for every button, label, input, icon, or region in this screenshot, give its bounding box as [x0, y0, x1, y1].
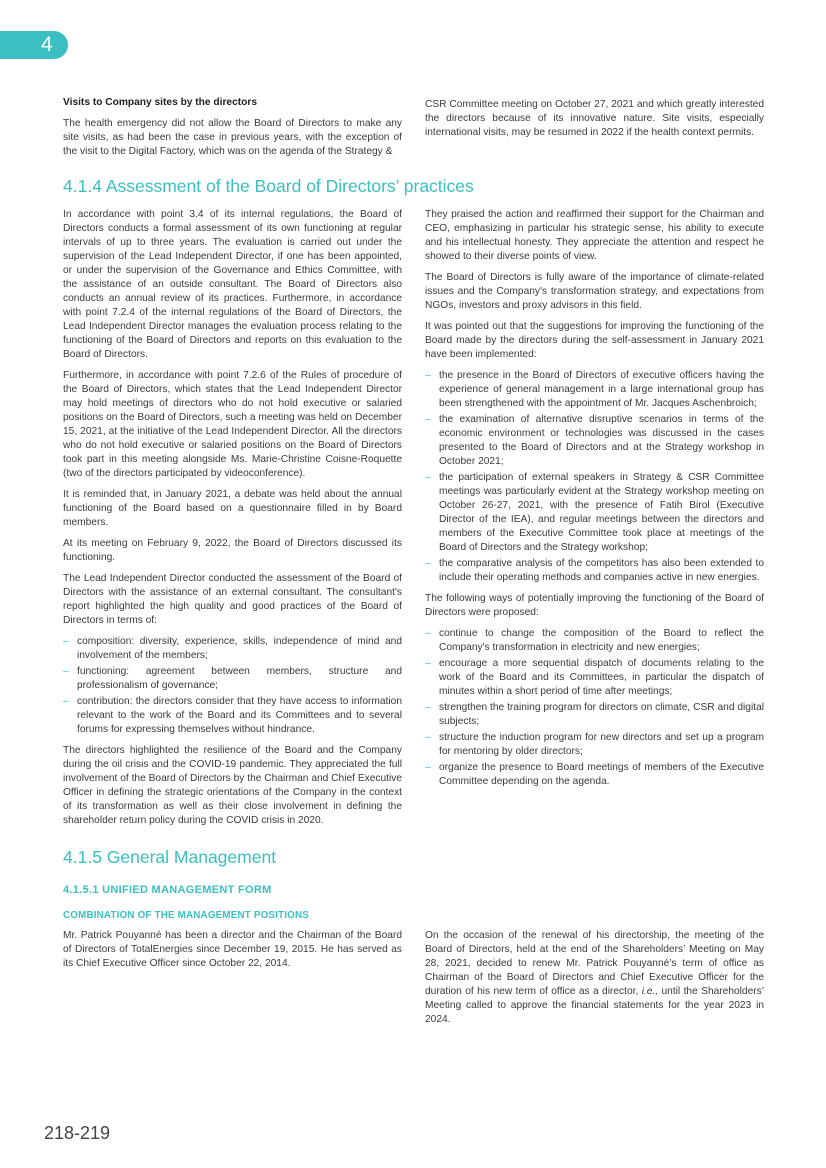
- paragraph: They praised the action and reaffirmed their support for the Chairman and CEO, emphasizing in particular his strategic sense, his ability to execute and his intellectual honesty. They appreciate the attention and respect he showed to their diverse points of view.: [425, 209, 764, 262]
- list-item: – strengthen the training program for directors on climate, CSR and digital subjects;: [425, 701, 764, 729]
- chapter-number: 4: [41, 33, 53, 56]
- list-item: – the comparative analysis of the competitors has also been extended to include their operating methods and companies active in new energies.: [425, 557, 764, 585]
- visits-right-text: CSR Committee meeting on October 27, 2021 and which greatly interested the directors because of its innovative nature. Site visits, especially international visits, may be resumed in 2022 if the health context permits.: [425, 99, 764, 138]
- paragraph: Furthermore, in accordance with point 7.2.6 of the Rules of procedure of the Board of Directors, which states that the Lead Independent Director may hold meetings of directors who do not hold executive or salaried positions on the Board of Directors, such a meeting was held on December 15, 2021, at the initiative of the Lead Independent Director. All the directors who do not hold executive or salaried positions on the Board of Directors took part in this meeting alongside Ms. Marie-Christine Coisne-Roquette (two of the directors participated by videoconference).: [63, 370, 402, 479]
- paragraph: The Lead Independent Director conducted the assessment of the Board of Directors with the assistance of an external consultant. The consultant's report highlighted the high quality and good practices of the Board of Directors in terms of:: [63, 573, 402, 626]
- subsection-title: 4.1.5.1 UNIFIED MANAGEMENT FORM: [63, 884, 272, 896]
- paragraph: [425, 929, 764, 1027]
- list-item: – continue to change the composition of the Board to reflect the Company's transformation in electricity and new energies;: [425, 627, 764, 655]
- visits-left-text: The health emergency did not allow the Board of Directors to make any site visits, as had been the case in previous years, with the exception of the visit to the Digital Factory, which was on the agenda of the Strategy &: [63, 118, 402, 157]
- management-left-column: [63, 929, 402, 978]
- strengths-list: [63, 635, 402, 737]
- section-4-1-4-title: 4.1.4 Assessment of the Board of Directors’ practices: [63, 176, 474, 196]
- list-item: – contribution: the directors consider that they have access to information relevant to the work of the Board and its Committees and to several forums for expressing themselves without hindrance.: [63, 695, 402, 737]
- text-run-italic: i.e.,: [641, 986, 659, 997]
- list-item: – organize the presence to Board meetings of members of the Executive Committee depending on the agenda.: [425, 761, 764, 789]
- paragraph: The Board of Directors is fully aware of the importance of climate-related issues and the Company's transformation strategy, and expectations from NGOs, investors and proxy advisors in this field.: [425, 272, 764, 311]
- visits-left-column: [63, 96, 402, 166]
- proposed-list: [425, 627, 764, 789]
- text-run: On the occasion of the renewal of his directorship, the meeting of the Board of Directors, held at the end of the Shareholders’ Meeting on May 28, 2021, decided to renew Mr. Patrick Pouyanné’s term of office as Chairman of the Board of Directors and Chief Executive Officer for the duration of his new term of office as a director,: [425, 930, 764, 997]
- list-item: – the examination of alternative disruptive scenarios in terms of the economic environment or technologies was discussed in the cases presented to the Board of Directors and at the Strategy workshop in October 2021;: [425, 413, 764, 469]
- paragraph: It is reminded that, in January 2021, a debate was held about the annual functioning of the Board based on a questionnaire filled in by Board members.: [63, 489, 402, 528]
- paragraph: Mr. Patrick Pouyanné has been a director and the Chairman of the Board of Directors of TotalEnergies since December 19, 2015. He has served as its Chief Executive Officer since October 22, 2014.: [63, 930, 402, 969]
- text-run: until the Shareholders’ Meeting called to approve the financial statements for the year 2023 in 2024.: [425, 986, 765, 1025]
- visits-right-column: [425, 98, 764, 147]
- list-item: – functioning: agreement between members, structure and professionalism of governance;: [63, 665, 402, 693]
- paragraph: It was pointed out that the suggestions for improving the functioning of the Board made by the directors during the self-assessment in January 2021 have been implemented:: [425, 321, 764, 360]
- paragraph: In accordance with point 3.4 of its internal regulations, the Board of Directors conducts a formal assessment of its own functioning at regular intervals of up to three years. The evaluation is carried out under the supervision of the Lead Independent Director, if one has been appointed, or under the supervision of the Governance and Ethics Committee, with the assistance of an outside consultant. The Board of Directors also conducts an annual review of its practices. Furthermore, in accordance with point 7.2.4 of the internal regulations of the Board of Directors, the Lead Independent Director manages the evaluation process relating to the functioning of the Board of Directors and reports on this evaluation to the Board of Directors.: [63, 209, 402, 360]
- management-right-column: [425, 929, 764, 1034]
- section-4-1-5-title: 4.1.5 General Management: [63, 847, 277, 867]
- implemented-list: [425, 369, 764, 585]
- paragraph: At its meeting on February 9, 2022, the Board of Directors discussed its functioning.: [63, 538, 402, 563]
- paragraph: The following ways of potentially improving the functioning of the Board of Directors were proposed:: [425, 593, 764, 618]
- list-item: – structure the induction program for new directors and set up a program for mentoring by older directors;: [425, 731, 764, 759]
- visits-heading: Visits to Company sites by the directors: [63, 97, 257, 108]
- assessment-right-column: [425, 208, 764, 796]
- list-item: – composition: diversity, experience, skills, independence of mind and involvement of the members;: [63, 635, 402, 663]
- list-item: – the presence in the Board of Directors of executive officers having the experience of general management in a large international group has been strengthened with the appointment of Mr. Jacques Aschenbroich;: [425, 369, 764, 411]
- list-item: – the participation of external speakers in Strategy & CSR Committee meetings was particularly evident at the Strategy workshop meeting on October 26-27, 2021, with the presence of Fatih Birol (Executive Director of the IEA), and regular meetings between the directors and members of the Executive Committee took place at meetings of the Board of Directors and the Strategy workshop;: [425, 471, 764, 555]
- list-item: – encourage a more sequential dispatch of documents relating to the work of the Board and its Committees, in particular the dispatch of minutes within a short period of time after meetings;: [425, 657, 764, 699]
- page-number: 218-219: [44, 1123, 111, 1143]
- chapter-tab: [0, 31, 68, 59]
- paragraph: The directors highlighted the resilience of the Board and the Company during the oil crisis and the COVID-19 pandemic. They appreciated the full involvement of the Board of Directors by the Chairman and Chief Executive Officer in defining the strategic orientations of the Company in the context of its transformation as well as their close involvement in defining the shareholder return policy during the COVID crisis in 2020.: [63, 745, 402, 826]
- subsection-heading: COMBINATION OF THE MANAGEMENT POSITIONS: [63, 910, 310, 921]
- assessment-left-column: [63, 208, 402, 835]
